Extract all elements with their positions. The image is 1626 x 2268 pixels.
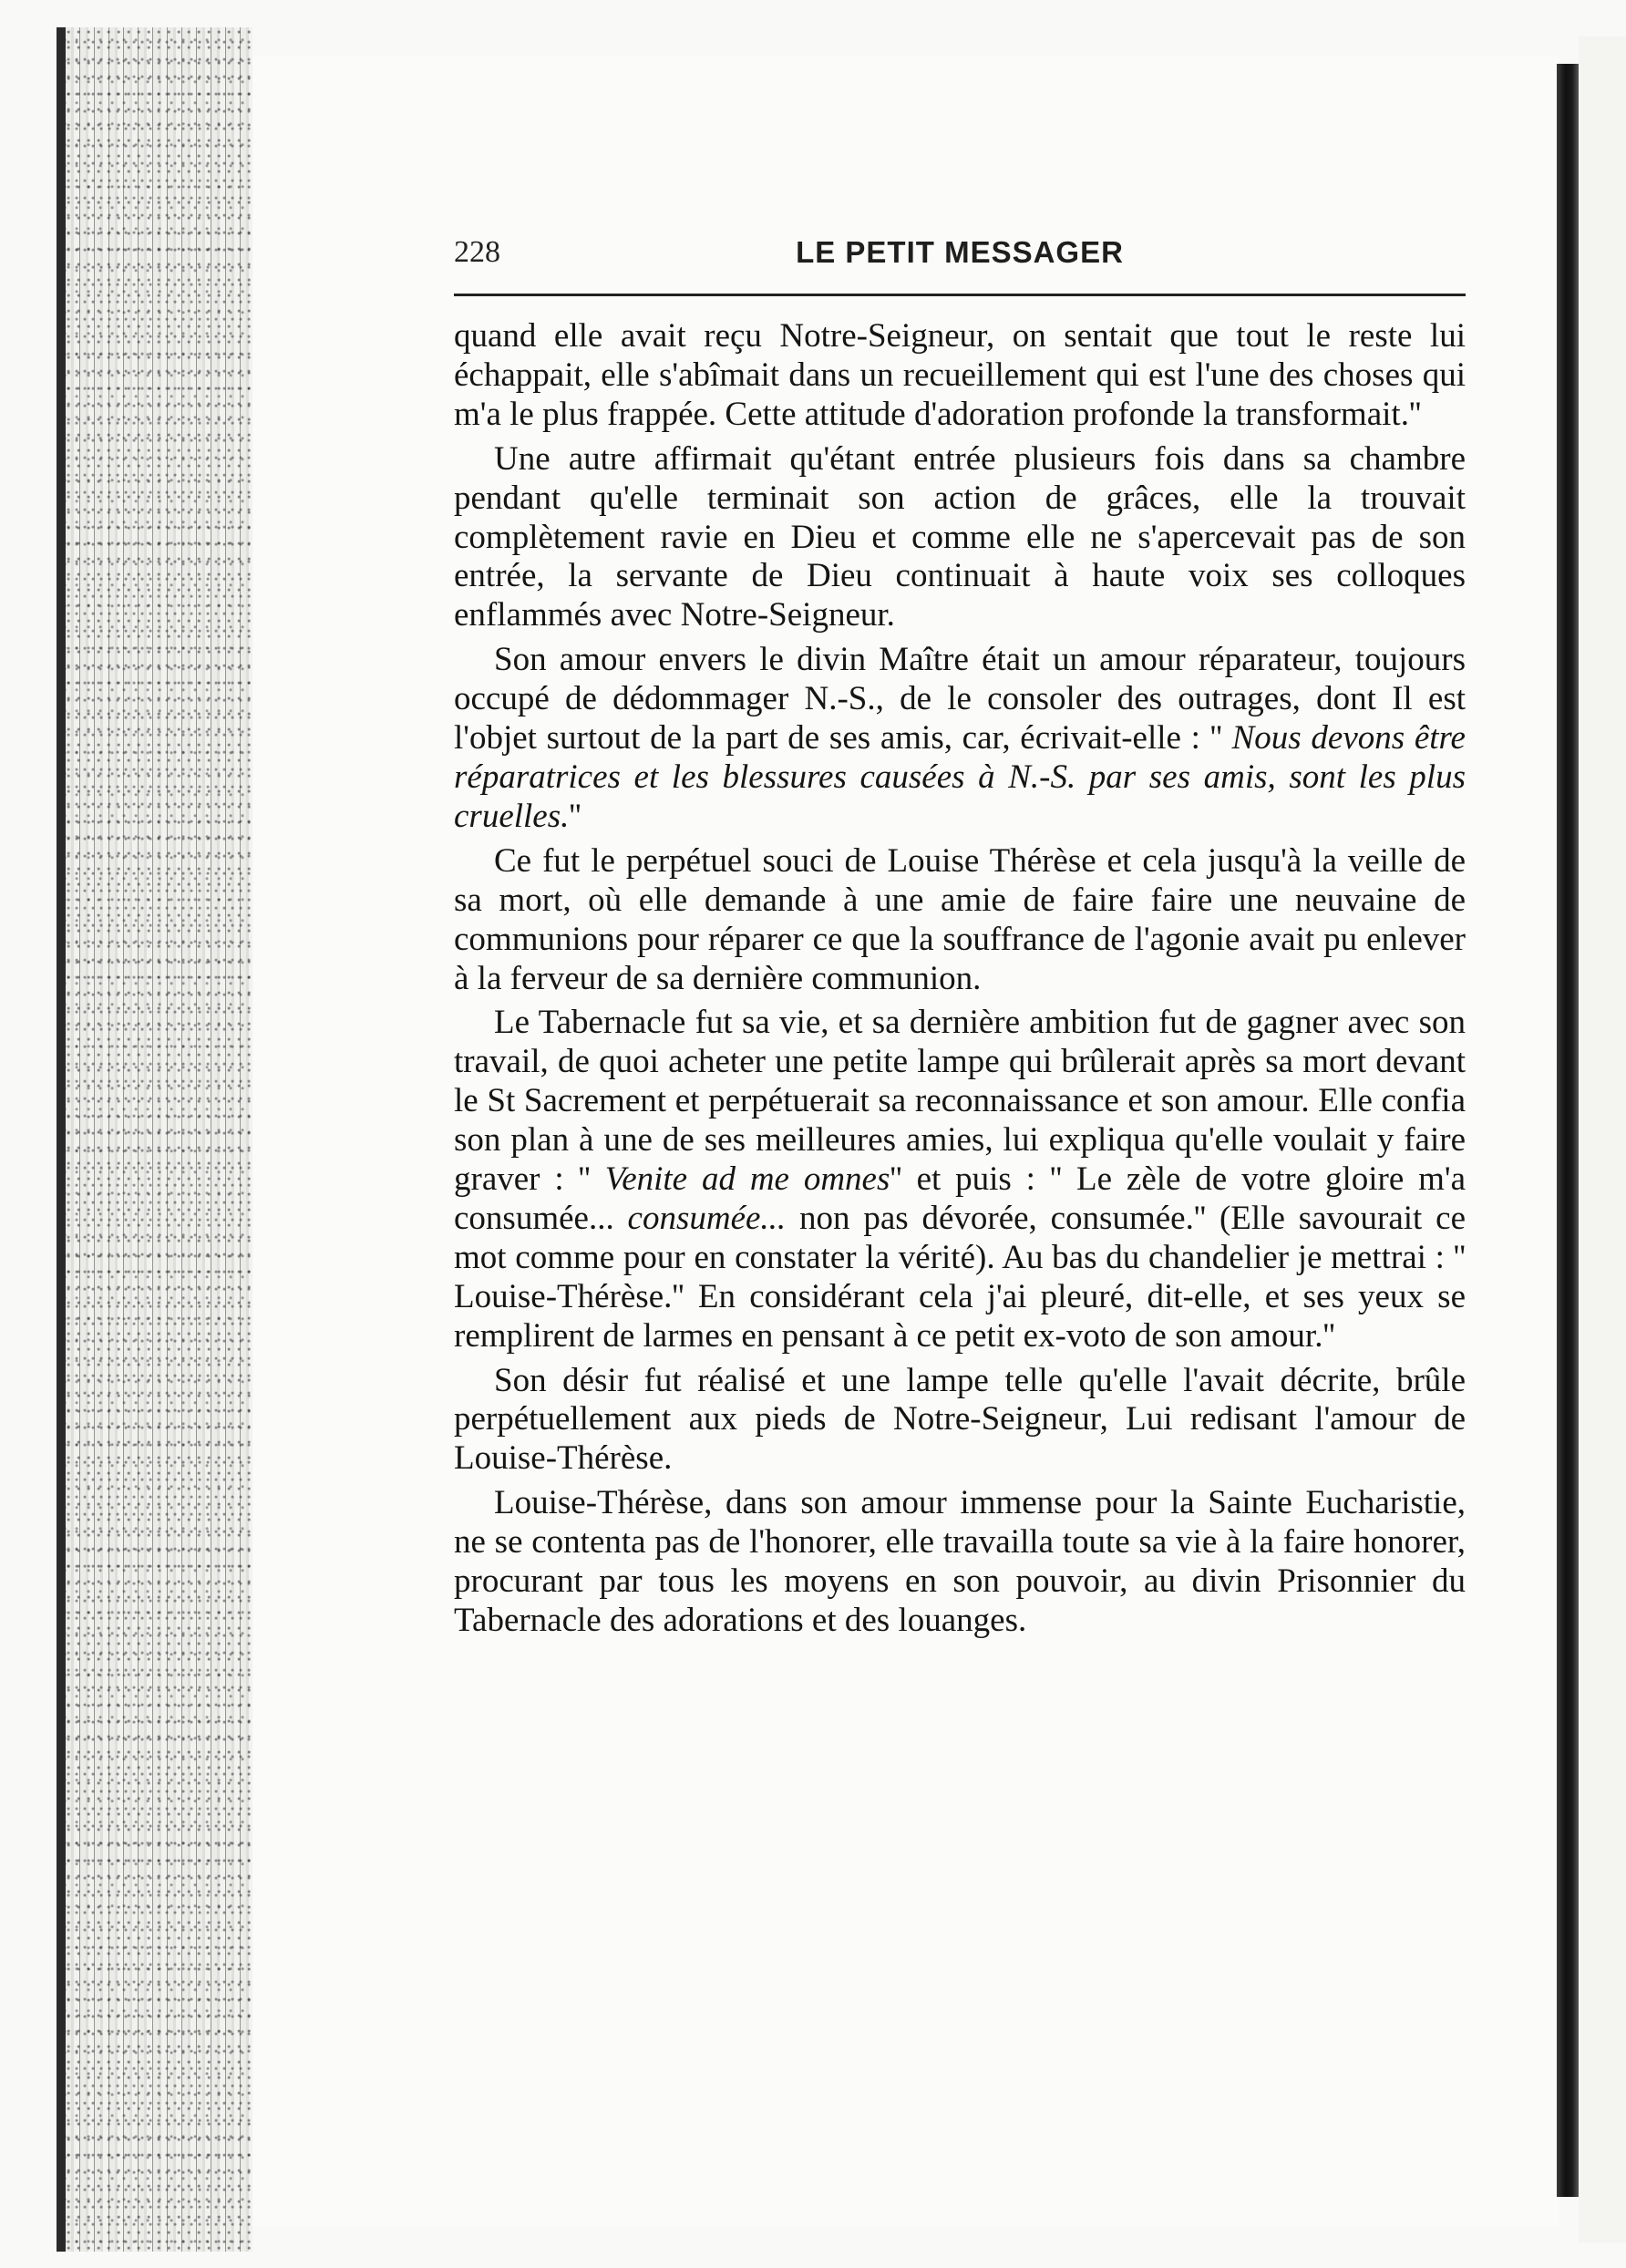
text-run: Son amour envers le divin Maître était un amour réparateur, toujours occupé de dédommager N.-S., de le consoler des outrages, dont Il est l'objet surtout de la part de ses amis, car, écrivait-elle : '' xyxy=(454,641,1466,758)
paragraph xyxy=(454,1004,1466,1356)
italic-text: Venite ad me omnes xyxy=(604,1160,890,1199)
paragraph xyxy=(454,1362,1466,1479)
text-run: '' xyxy=(569,797,581,835)
book-edge-shadow xyxy=(57,27,66,2252)
text-run: quand elle avait reçu Notre-Seigneur, on sentait que tout le reste lui échappait, elle s'abîmait dans un recueillement qui est l'une des choses qui m'a le plus frappée. Cette attitude d'adoration profonde la transformait.'' xyxy=(454,317,1466,433)
paragraph xyxy=(454,641,1466,837)
paragraph xyxy=(454,1484,1466,1641)
italic-text: Nous devons être réparatrices et les blessures causées à N.-S. par ses amis, sont les plus cruelles. xyxy=(454,719,1466,835)
paragraph xyxy=(454,842,1466,999)
binding-gutter xyxy=(1557,64,1579,2197)
body-text xyxy=(454,317,1466,1641)
italic-text: consumée... xyxy=(627,1199,787,1237)
page-edges-texture xyxy=(57,27,252,2252)
running-title: LE PETIT MESSAGER xyxy=(796,235,1124,269)
paragraph xyxy=(454,440,1466,636)
text-run: Une autre affirmait qu'étant entrée plusieurs fois dans sa chambre pendant qu'elle terminait son action de grâces, elle la trouvait complètement ravie en Dieu et comme elle ne s'apercevait pas de son entrée, la servante de Dieu continuait à haute voix ses colloques enflammés avec Notre-Seigneur. xyxy=(454,439,1466,634)
header-rule xyxy=(454,294,1466,296)
facing-page-edge xyxy=(1579,36,1626,2242)
text-run: '' et puis : '' Le zèle de votre gloire m'a consumée... xyxy=(454,1160,1466,1237)
text-run: non pas dévorée, consumée.'' (Elle savourait ce mot comme pour en constater la vérité). Au bas du chandelier je mettrai : '' Louise-Thérèse.'' En considérant cela j'ai pleuré, dit-elle, et ses yeux se remplirent de larmes en pensant à ce petit ex-voto de son amour.'' xyxy=(454,1199,1466,1355)
text-run: Le Tabernacle fut sa vie, et sa dernière ambition fut de gagner avec son travail, de quoi acheter une petite lampe qui brûlerait après sa mort devant le St Sacrement et perpétuerait sa reconnaissance et son amour. Elle confia son plan à une de ses meilleures amies, lui expliqua qu'elle voulait y faire graver : '' xyxy=(454,1004,1466,1199)
text-run: Ce fut le perpétuel souci de Louise Thérèse et cela jusqu'à la veille de sa mort, où elle demande à une amie de faire faire une neuvaine de communions pour réparer ce que la souffrance de l'agonie avait pu enlever à la ferveur de sa dernière communion. xyxy=(454,841,1466,997)
text-run: Louise-Thérèse, dans son amour immense pour la Sainte Eucharistie, ne se contenta pas de l'honorer, elle travailla toute sa vie à la faire honorer, procurant par tous les moyens en son pouvoir, au divin Prisonnier du Tabernacle des adorations et des louanges. xyxy=(454,1484,1466,1639)
page-number: 228 xyxy=(454,235,500,269)
page-header xyxy=(454,235,1466,290)
text-run: Son désir fut réalisé et une lampe telle qu'elle l'avait décrite, brûle perpétuellement aux pieds de Notre-Seigneur, Lui redisant l'amour de Louise-Thérèse. xyxy=(454,1361,1466,1478)
paragraph xyxy=(454,317,1466,435)
